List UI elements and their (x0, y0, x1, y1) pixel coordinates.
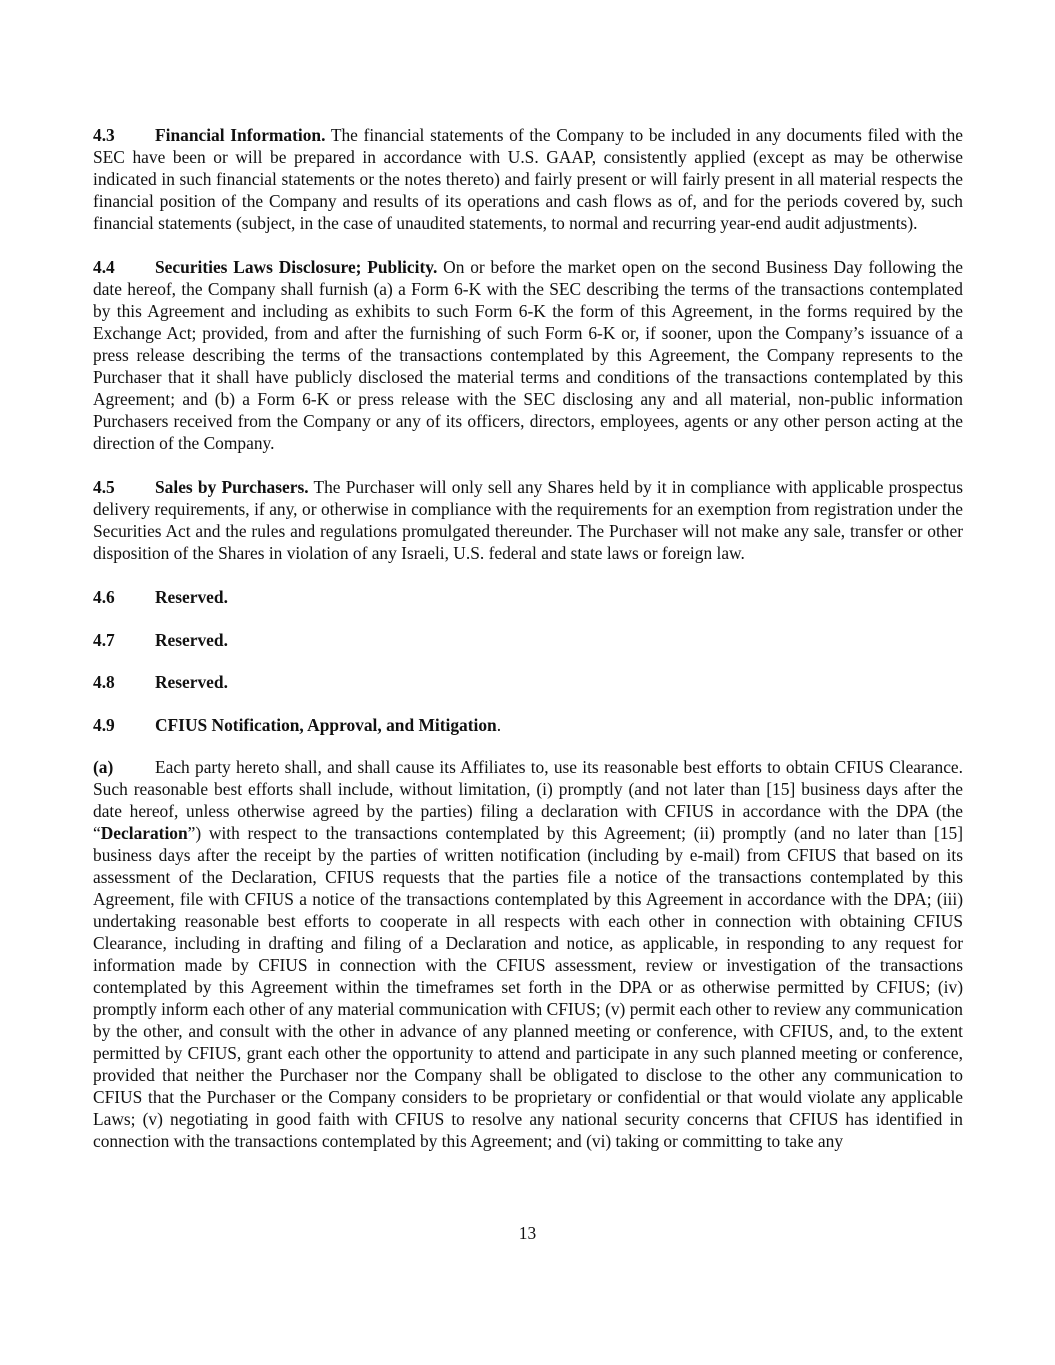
defined-term-declaration: Declaration (100, 823, 188, 843)
section-body: The Purchaser will only sell any Shares held by it in compliance with applicable prospectus delivery requirements, if any, or otherwise in compliance with the requirements for an exemption from registration under the Securities Act and the rules and regulations promulgated thereunder. The Purchaser will not make any sale, transfer or other disposition of the Shares in violation of any Israeli, U.S. federal and state laws or foreign law. (93, 477, 963, 563)
section-title: Securities Laws Disclosure; Publicity. (155, 257, 438, 277)
document-page (93, 124, 963, 1174)
section-number: 4.4 (93, 257, 115, 277)
page-number: 13 (518, 1223, 537, 1243)
section-title: Sales by Purchasers. (155, 477, 309, 497)
section-number: 4.6 (93, 587, 115, 607)
section-title: Financial Information. (155, 125, 326, 145)
section-body: On or before the market open on the second Business Day following the date hereof, the Company shall furnish (a) a Form 6-K with the SEC describing the terms of the transactions contemplated by this Agreement and including as exhibits to such Form 6-K the form of this Agreement, in the forms required by the Exchange Act; provided, from and after the furnishing of such Form 6-K or, if sooner, upon the Company’s issuance of a press release describing the terms of the transactions contemplated by this Agreement, the Company represents to the Purchaser that it shall have publicly disclosed the material terms and conditions of the transactions contemplated by this Agreement; and (b) a Form 6-K or press release with the SEC disclosing any and all material, non-public information Purchasers received from the Company or any of its officers, directors, employees, agents or any other person acting at the direction of the Company. (93, 257, 964, 453)
section-body: The financial statements of the Company to be included in any documents filed with the SEC have been or will be prepared in accordance with U.S. GAAP, consistently applied (except as may be otherwise indicated in such financial statements or the notes thereto) and fairly present or will fairly present in all material respects the financial position of the Company and results of its operations and cash flows as of, and for the periods covered by, such financial statements (subject, in the case of unaudited statements, to normal and recurring year-end audit adjustments). (93, 125, 963, 233)
section-4-3 (93, 124, 963, 234)
section-4-5 (93, 476, 963, 564)
section-title: Reserved. (155, 587, 228, 607)
subsection-body-end: ”) with respect to the transactions contemplated by this Agreement; (ii) promptly (and no later than [15] business days after the receipt by the parties of written notification (including by e-mail) from CFIUS that based on its assessment of the Declaration, CFIUS requests that the parties file a notice of the transactions contemplated by this Agreement, file with CFIUS a notice of the transactions contemplated by this Agreement in accordance with the DPA; (iii) undertaking reasonable best efforts to cooperate in all respects with each other in connection with obtaining CFIUS Clearance, including in drafting and filing of a Declaration and notice, as applicable, in responding to any request for information made by CFIUS in connection with the CFIUS assessment, review or investigation of the transactions contemplated by this Agreement within the timeframes set forth in the DPA or as otherwise permitted by CFIUS; (iv) promptly inform each other of any material communication with CFIUS; (v) permit each other to review any communication by the other, and consult with the other in advance of any planned meeting or conference, with CFIUS, and, to the extent permitted by CFIUS, grant each other the opportunity to attend and participate in any such planned meeting or conference, provided that neither the Purchaser nor the Company shall be obligated to disclose to the other any communication to CFIUS that the Purchaser or the Company considers to be proprietary or confidential or that would violate any applicable Laws; (v) negotiating in good faith with CFIUS to resolve any national security concerns that CFIUS has identified in connection with the transactions contemplated by this Agreement; and (vi) taking or committing to take any (93, 823, 963, 1151)
section-number: 4.3 (93, 125, 115, 145)
section-number: 4.9 (93, 714, 115, 735)
section-number: 4.5 (93, 477, 115, 497)
subsection-body-start: Each party hereto shall, and shall cause its Affiliates to, use its reasonable best efforts to obtain CFIUS Clearance. Such reasonable best efforts shall include, without limitation, (i) promptly (and not later than [15] business days after the date hereof, unless otherwise agreed by the parties) filing a declaration with CFIUS in accordance with the DPA (the “ (93, 757, 963, 843)
subsection-label: (a) (93, 757, 114, 777)
section-title: Reserved. (155, 629, 228, 650)
section-title: Reserved. (155, 672, 228, 692)
section-number: 4.7 (93, 629, 115, 650)
section-4-7 (93, 629, 963, 651)
section-4-6 (93, 586, 963, 608)
section-4-9 (93, 714, 963, 736)
section-title: CFIUS Notification, Approval, and Mitigation (155, 714, 497, 735)
section-number: 4.8 (93, 672, 115, 692)
section-title-trailing: . (496, 714, 502, 735)
section-4-8 (93, 671, 963, 693)
section-4-9-a (93, 756, 963, 1152)
section-4-4 (93, 256, 963, 454)
